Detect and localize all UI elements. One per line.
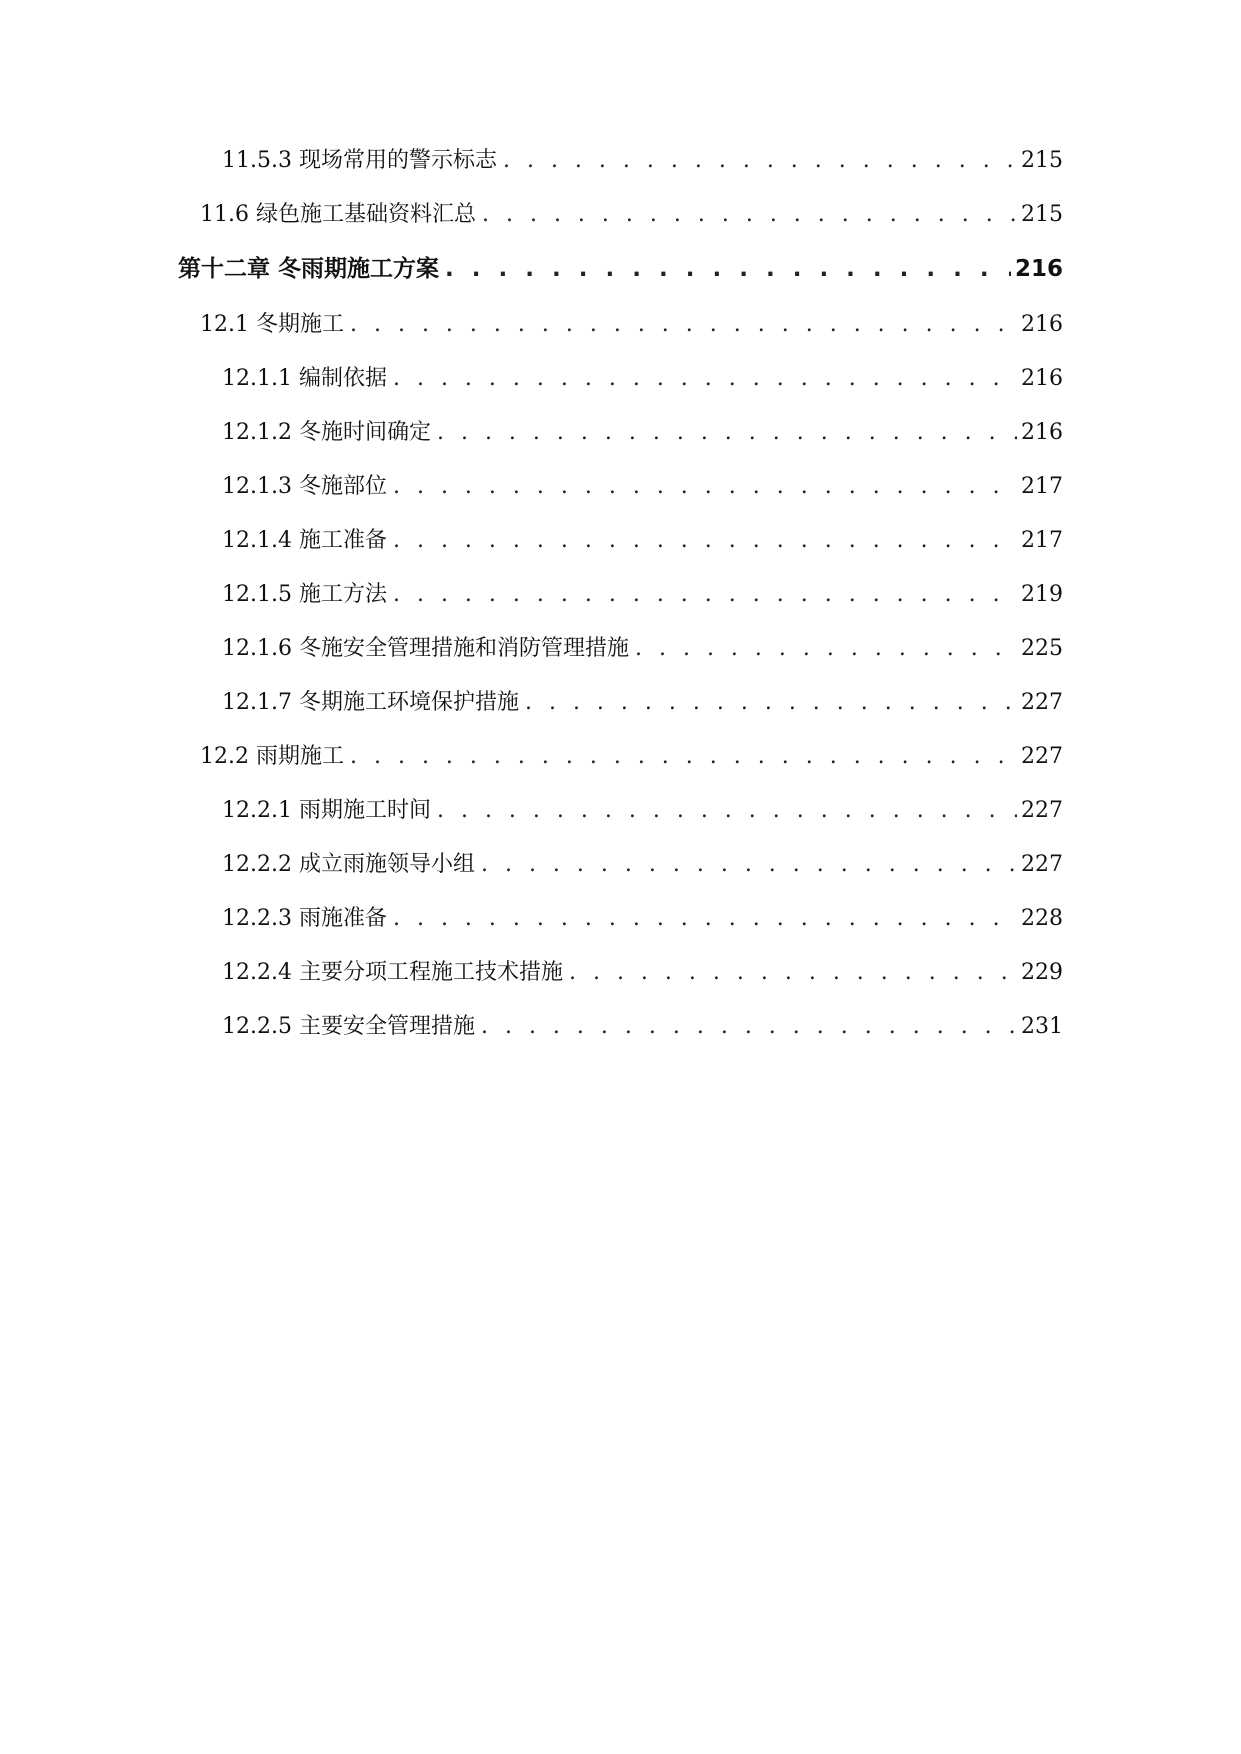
- toc-entry-page-number: 216: [1021, 312, 1063, 337]
- toc-entry-12-1-3[interactable]: [0, 472, 1241, 526]
- dot-leader: [350, 742, 1017, 772]
- toc-entry-chapter-12[interactable]: [0, 254, 1241, 310]
- toc-entry-page-number: 217: [1021, 528, 1063, 553]
- dot-leader: [481, 1012, 1017, 1042]
- toc-entry-label: 12.1.3 冬施部位: [222, 474, 387, 499]
- toc-entry-12-2-3[interactable]: [0, 904, 1241, 958]
- toc-entry-page-number: 227: [1021, 690, 1063, 715]
- toc-entry-label: 12.1.7 冬期施工环境保护措施: [222, 690, 519, 715]
- toc-entry-label: 12.2.5 主要安全管理措施: [222, 1014, 475, 1039]
- toc-entry-label: 12.1.4 施工准备: [222, 528, 387, 553]
- toc-entry-label: 11.6 绿色施工基础资料汇总: [200, 202, 476, 227]
- toc-entry-12-2-1[interactable]: [0, 796, 1241, 850]
- toc-entry-label: 12.1.2 冬施时间确定: [222, 420, 431, 445]
- toc-entry-page-number: 229: [1021, 960, 1063, 985]
- toc-entry-page-number: 227: [1021, 852, 1063, 877]
- toc-entry-12-2-2[interactable]: [0, 850, 1241, 904]
- toc-entry-label: 12.1.1 编制依据: [222, 366, 387, 391]
- toc-entry-12-1-6[interactable]: [0, 634, 1241, 688]
- toc-entry-page-number: 217: [1021, 474, 1063, 499]
- toc-entry-page-number: 216: [1021, 420, 1063, 445]
- toc-entry-page-number: 231: [1021, 1014, 1063, 1039]
- toc-entry-12-2[interactable]: [0, 742, 1241, 796]
- toc-entry-12-1[interactable]: [0, 310, 1241, 364]
- toc-entry-12-2-5[interactable]: [0, 1012, 1241, 1066]
- toc-entry-label: 12.2 雨期施工: [200, 744, 344, 769]
- toc-entry-12-1-4[interactable]: [0, 526, 1241, 580]
- dot-leader: [437, 418, 1017, 448]
- dot-leader: [393, 526, 1017, 556]
- toc-entry-page-number: 216: [1021, 366, 1063, 391]
- toc-entry-page-number: 225: [1021, 636, 1063, 661]
- table-of-contents: [0, 146, 1241, 1066]
- dot-leader: [393, 904, 1017, 934]
- dot-leader: [482, 200, 1017, 230]
- dot-leader: [525, 688, 1017, 718]
- toc-entry-page-number: 215: [1021, 202, 1063, 227]
- toc-entry-label: 12.2.4 主要分项工程施工技术措施: [222, 960, 563, 985]
- toc-entry-page-number: 228: [1021, 906, 1063, 931]
- dot-leader: [350, 310, 1017, 340]
- toc-entry-page-number: 227: [1021, 798, 1063, 823]
- toc-entry-page-number: 227: [1021, 744, 1063, 769]
- toc-entry-12-1-1[interactable]: [0, 364, 1241, 418]
- dot-leader: [393, 472, 1017, 502]
- toc-entry-label: 第十二章 冬雨期施工方案: [178, 256, 440, 282]
- toc-entry-page-number: 216: [1014, 256, 1063, 282]
- dot-leader: [635, 634, 1017, 664]
- toc-entry-page-number: 219: [1021, 582, 1063, 607]
- toc-entry-11-6[interactable]: [0, 200, 1241, 254]
- toc-entry-11-5-3[interactable]: [0, 146, 1241, 200]
- toc-entry-12-1-2[interactable]: [0, 418, 1241, 472]
- toc-entry-label: 11.5.3 现场常用的警示标志: [222, 148, 497, 173]
- toc-entry-12-2-4[interactable]: [0, 958, 1241, 1012]
- dot-leader: [481, 850, 1017, 880]
- dot-leader: [569, 958, 1017, 988]
- toc-entry-label: 12.2.2 成立雨施领导小组: [222, 852, 475, 877]
- toc-entry-label: 12.1.6 冬施安全管理措施和消防管理措施: [222, 636, 629, 661]
- toc-entry-12-1-5[interactable]: [0, 580, 1241, 634]
- toc-entry-label: 12.1 冬期施工: [200, 312, 344, 337]
- dot-leader: [445, 254, 1011, 284]
- dot-leader: [393, 580, 1017, 610]
- toc-entry-label: 12.1.5 施工方法: [222, 582, 387, 607]
- toc-entry-12-1-7[interactable]: [0, 688, 1241, 742]
- dot-leader: [503, 146, 1017, 176]
- toc-entry-label: 12.2.3 雨施准备: [222, 906, 387, 931]
- dot-leader: [393, 364, 1017, 394]
- toc-entry-page-number: 215: [1021, 148, 1063, 173]
- toc-entry-label: 12.2.1 雨期施工时间: [222, 798, 431, 823]
- dot-leader: [437, 796, 1017, 826]
